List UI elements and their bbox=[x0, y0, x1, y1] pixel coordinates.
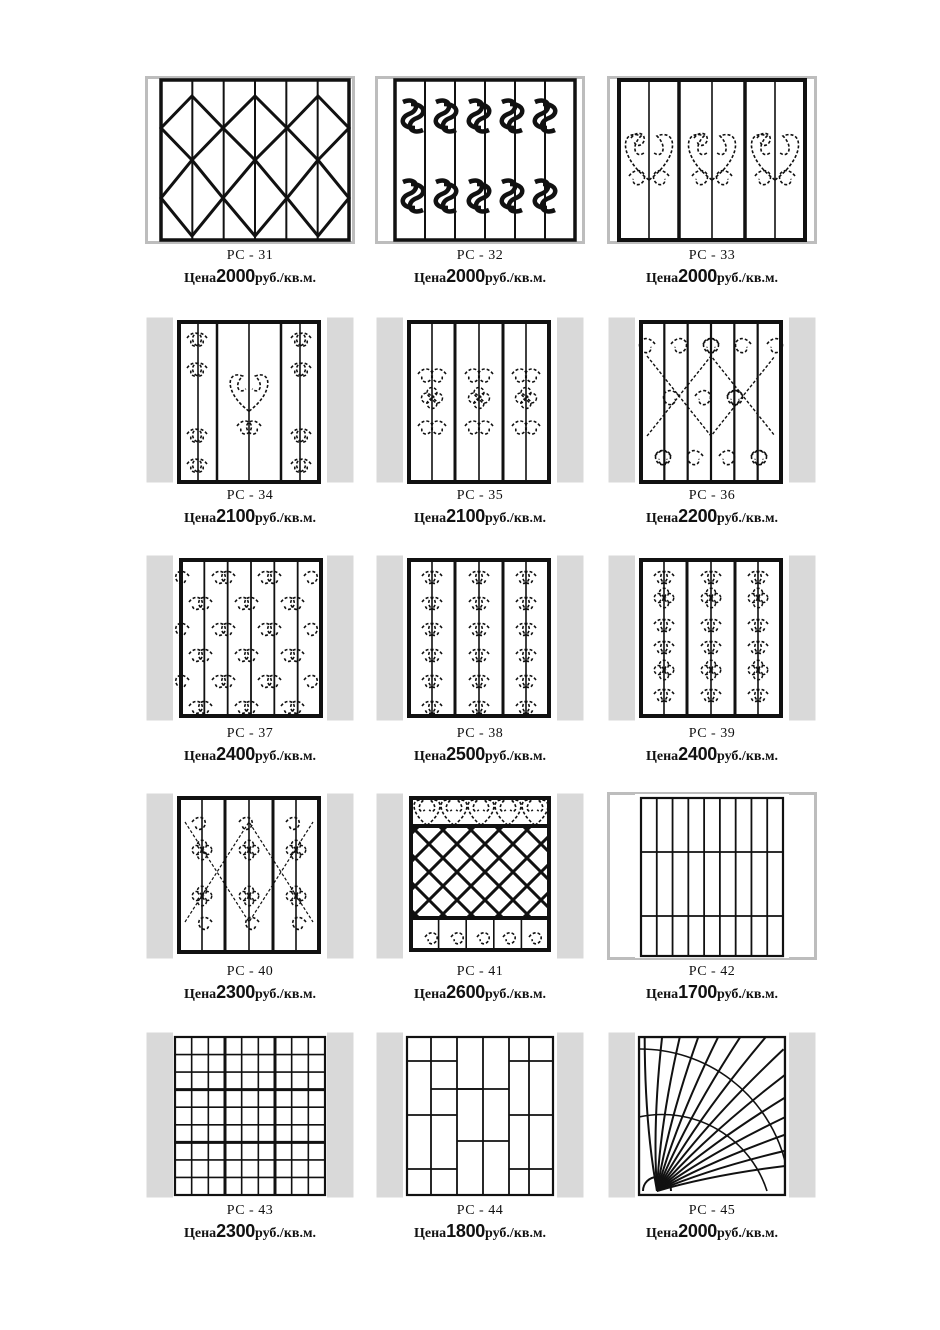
price-label: Цена bbox=[646, 511, 679, 526]
catalog-item bbox=[375, 792, 585, 1007]
item-code: РС - 44 bbox=[456, 1203, 504, 1218]
price-label: Цена bbox=[414, 1226, 447, 1241]
item-code: РС - 32 bbox=[456, 248, 504, 263]
catalog-item bbox=[145, 792, 355, 1007]
grille-image bbox=[607, 76, 817, 244]
grille-image bbox=[375, 1031, 585, 1199]
grille-image bbox=[607, 792, 817, 960]
catalog-item bbox=[145, 1031, 355, 1246]
item-price bbox=[375, 744, 585, 767]
item-price bbox=[375, 506, 585, 529]
item-code: РС - 36 bbox=[688, 488, 736, 503]
catalog-item bbox=[607, 1031, 817, 1246]
price-value: 2300 bbox=[216, 982, 256, 1002]
item-price bbox=[145, 744, 355, 767]
catalog-item bbox=[607, 316, 817, 531]
grille-image bbox=[375, 316, 585, 484]
price-label: Цена bbox=[646, 749, 679, 764]
price-label: Цена bbox=[414, 749, 447, 764]
item-price bbox=[145, 982, 355, 1005]
price-label: Цена bbox=[414, 987, 447, 1002]
price-value: 2000 bbox=[446, 266, 486, 286]
price-label: Цена bbox=[414, 511, 447, 526]
price-unit: руб./кв.м. bbox=[717, 749, 778, 764]
price-label: Цена bbox=[184, 987, 217, 1002]
catalog-item bbox=[145, 554, 355, 769]
price-value: 2500 bbox=[446, 744, 486, 764]
grille-image bbox=[607, 316, 817, 484]
price-unit: руб./кв.м. bbox=[485, 271, 546, 286]
item-code: РС - 38 bbox=[456, 726, 504, 741]
catalog-item bbox=[375, 316, 585, 531]
price-unit: руб./кв.м. bbox=[717, 271, 778, 286]
price-unit: руб./кв.м. bbox=[255, 749, 316, 764]
price-label: Цена bbox=[646, 1226, 679, 1241]
item-code: РС - 31 bbox=[226, 248, 274, 263]
item-price bbox=[145, 506, 355, 529]
item-code: РС - 39 bbox=[688, 726, 736, 741]
price-unit: руб./кв.м. bbox=[717, 1226, 778, 1241]
item-price bbox=[607, 982, 817, 1005]
item-code: РС - 34 bbox=[226, 488, 274, 503]
catalog-item bbox=[375, 1031, 585, 1246]
grille-image bbox=[145, 76, 355, 244]
grille-image bbox=[145, 1031, 355, 1199]
catalog-item bbox=[145, 76, 355, 291]
price-value: 2100 bbox=[446, 506, 486, 526]
price-unit: руб./кв.м. bbox=[485, 749, 546, 764]
grille-image bbox=[145, 792, 355, 960]
price-value: 2200 bbox=[678, 506, 718, 526]
price-unit: руб./кв.м. bbox=[717, 987, 778, 1002]
item-price bbox=[607, 744, 817, 767]
item-price bbox=[145, 1221, 355, 1244]
grille-image bbox=[145, 316, 355, 484]
item-price bbox=[607, 266, 817, 289]
price-unit: руб./кв.м. bbox=[485, 511, 546, 526]
item-price bbox=[375, 1221, 585, 1244]
item-code: РС - 43 bbox=[226, 1203, 274, 1218]
price-value: 2000 bbox=[216, 266, 256, 286]
price-unit: руб./кв.м. bbox=[255, 1226, 316, 1241]
price-unit: руб./кв.м. bbox=[255, 987, 316, 1002]
price-value: 2400 bbox=[678, 744, 718, 764]
catalog-item bbox=[145, 316, 355, 531]
grille-image bbox=[607, 554, 817, 722]
price-value: 2100 bbox=[216, 506, 256, 526]
item-price bbox=[607, 506, 817, 529]
catalog-item bbox=[375, 554, 585, 769]
grille-image bbox=[375, 554, 585, 722]
catalog-item bbox=[607, 76, 817, 291]
price-label: Цена bbox=[184, 749, 217, 764]
price-unit: руб./кв.м. bbox=[485, 1226, 546, 1241]
catalog-item bbox=[607, 554, 817, 769]
price-label: Цена bbox=[184, 1226, 217, 1241]
grille-image bbox=[607, 1031, 817, 1199]
item-code: РС - 40 bbox=[226, 964, 274, 979]
price-value: 2300 bbox=[216, 1221, 256, 1241]
price-label: Цена bbox=[184, 511, 217, 526]
price-value: 1700 bbox=[678, 982, 718, 1002]
price-unit: руб./кв.м. bbox=[717, 511, 778, 526]
catalog-item bbox=[375, 76, 585, 291]
item-code: РС - 33 bbox=[688, 248, 736, 263]
price-value: 2600 bbox=[446, 982, 486, 1002]
grille-image bbox=[375, 76, 585, 244]
item-price bbox=[375, 266, 585, 289]
item-price bbox=[145, 266, 355, 289]
price-label: Цена bbox=[646, 987, 679, 1002]
item-price bbox=[375, 982, 585, 1005]
item-code: РС - 37 bbox=[226, 726, 274, 741]
price-value: 2400 bbox=[216, 744, 256, 764]
price-value: 2000 bbox=[678, 266, 718, 286]
grille-image bbox=[375, 792, 585, 960]
price-label: Цена bbox=[414, 271, 447, 286]
price-unit: руб./кв.м. bbox=[255, 511, 316, 526]
item-price bbox=[607, 1221, 817, 1244]
item-code: РС - 45 bbox=[688, 1203, 736, 1218]
grille-image bbox=[145, 554, 355, 722]
item-code: РС - 35 bbox=[456, 488, 504, 503]
price-label: Цена bbox=[646, 271, 679, 286]
price-label: Цена bbox=[184, 271, 217, 286]
item-code: РС - 42 bbox=[688, 964, 736, 979]
price-value: 2000 bbox=[678, 1221, 718, 1241]
item-code: РС - 41 bbox=[456, 964, 504, 979]
price-value: 1800 bbox=[446, 1221, 486, 1241]
price-unit: руб./кв.м. bbox=[255, 271, 316, 286]
price-unit: руб./кв.м. bbox=[485, 987, 546, 1002]
catalog-item bbox=[607, 792, 817, 1007]
